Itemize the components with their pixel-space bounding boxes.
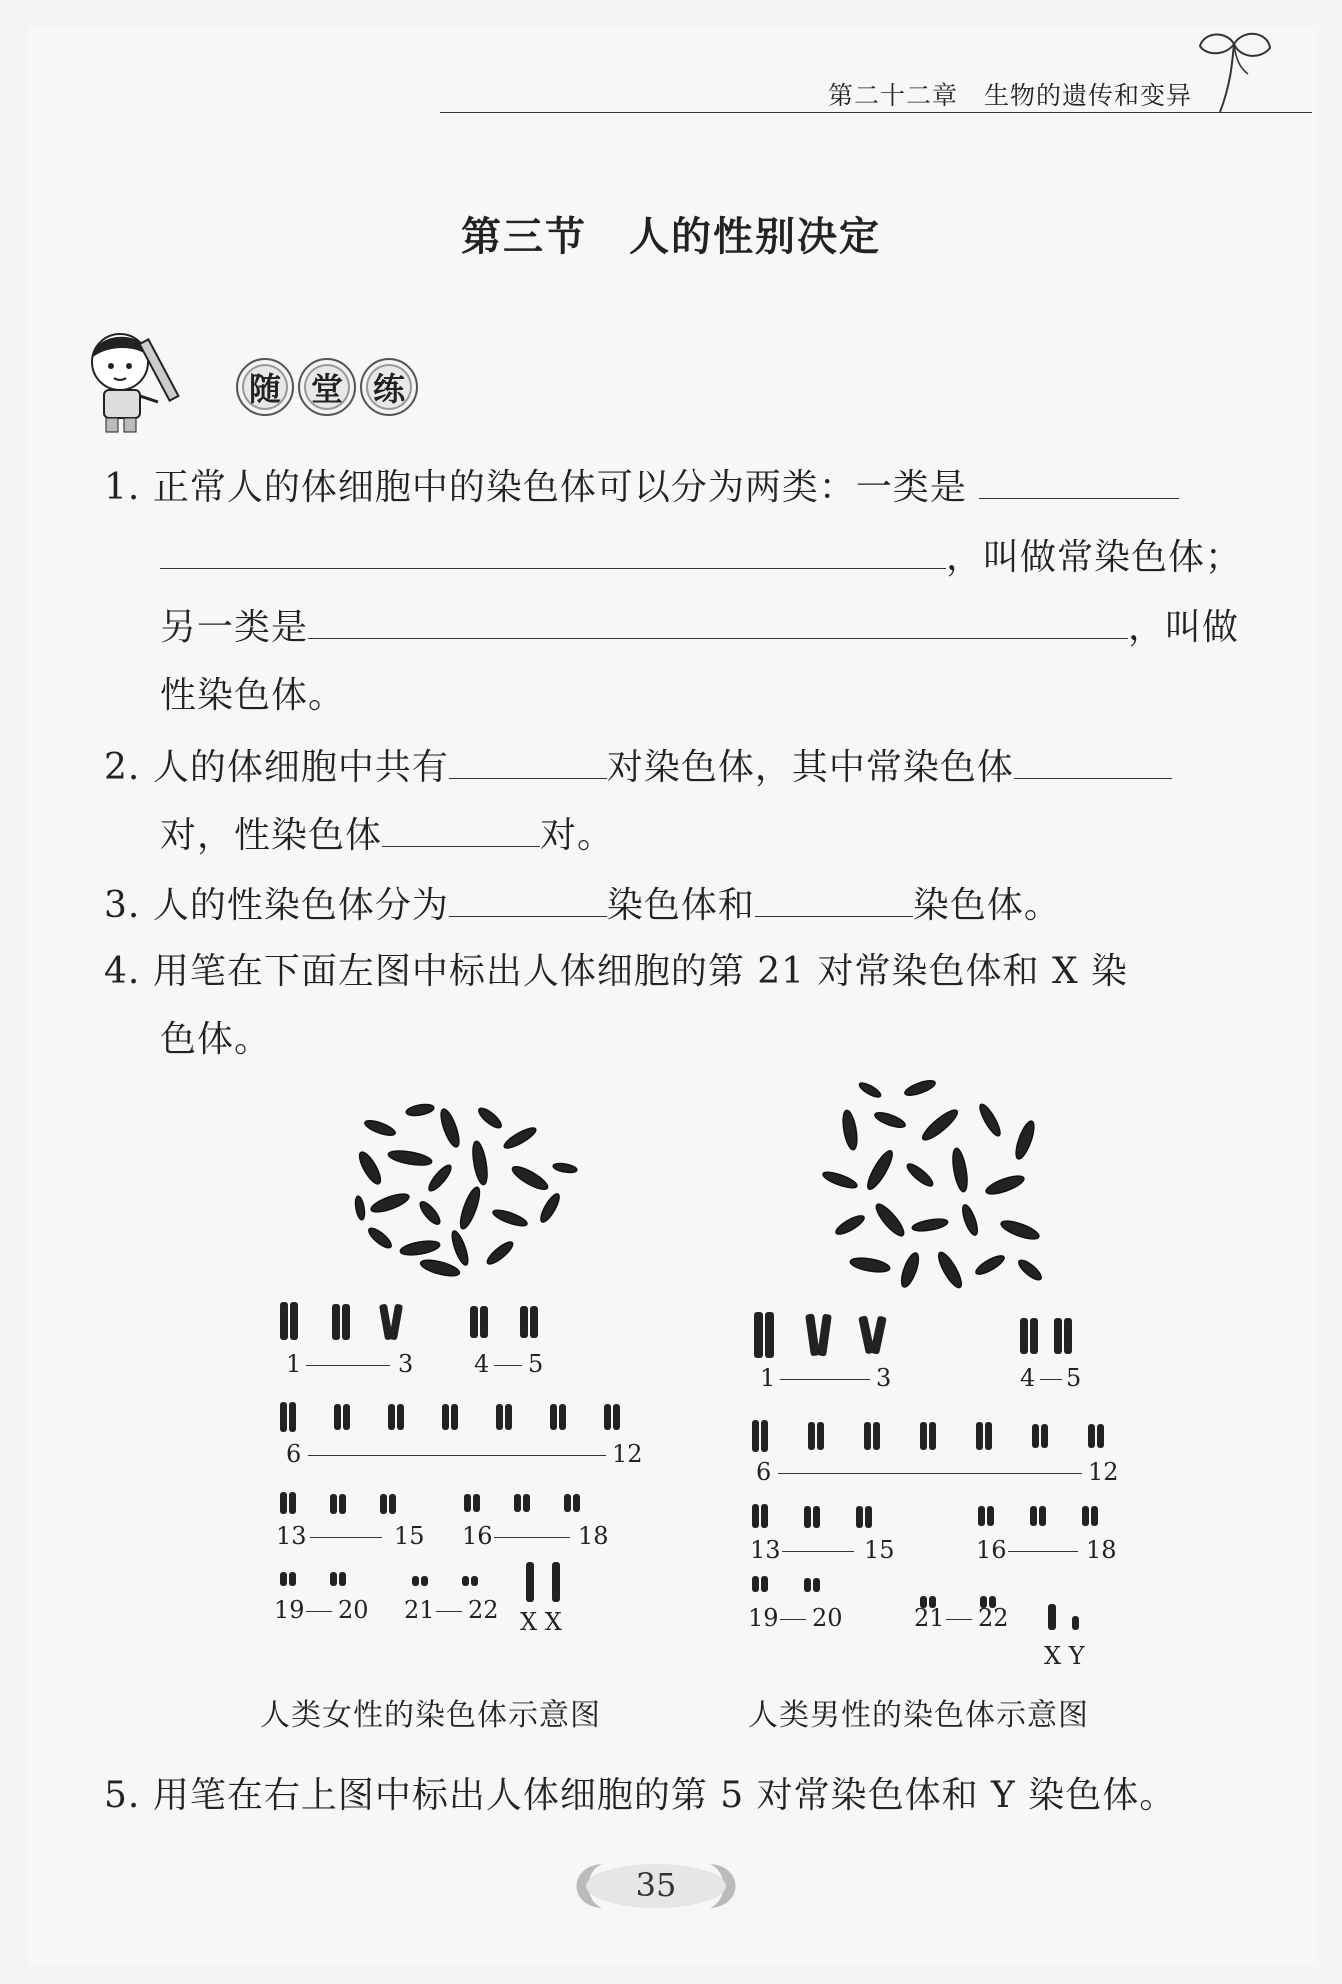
chromosome-number-label: 21 [914,1604,945,1632]
chromosome-number-label: 1 [286,1350,302,1378]
chromosome-number-label: 12 [612,1440,643,1468]
question-3 [104,882,1061,928]
chromosome-number-label: 21 [404,1596,435,1624]
question-number: 1. [104,467,141,508]
chromosome-number-label: 5 [1066,1364,1082,1392]
sex-chromosome-label: X Y [1044,1642,1085,1670]
male-chromosome-row-2-image[interactable] [748,1418,1118,1454]
page-number: 35 [635,1866,677,1904]
question-text: 对染色体，其中常染色体 [606,747,1014,788]
chromosome-number-label: 18 [1086,1536,1117,1564]
answer-blank[interactable] [449,744,607,779]
question-text: ，叫做常染色体； [946,537,1243,578]
practice-badge: 练 [360,358,418,416]
sex-chromosome-label: X X [520,1608,562,1636]
chromosome-number-label: 13 [276,1522,307,1550]
section-title: 第三节 人的性别决定 [461,214,881,260]
number-range-rule [310,1537,382,1538]
chromosome-number-label: 1 [760,1364,776,1392]
question-5 [104,1774,1176,1818]
question-1-line-3 [160,604,1239,650]
number-range-rule [780,1379,870,1380]
chromosome-number-label: 6 [286,1440,302,1468]
question-text: 染色体。 [912,885,1061,926]
chromosome-number-label: 19 [274,1596,305,1624]
number-range-rule [306,1611,332,1612]
question-text: 人的性染色体分为 [152,885,449,926]
question-number: 5. [104,1775,141,1816]
number-range-rule [780,1619,806,1620]
female-metaphase-spread-image[interactable] [330,1088,590,1288]
female-chromosome-row-1-image[interactable] [276,1300,556,1344]
chromosome-number-label: 15 [864,1536,895,1564]
answer-blank[interactable] [160,534,946,569]
number-range-rule [494,1537,570,1538]
question-4-line-1 [104,950,1128,994]
number-range-rule [946,1619,972,1620]
practice-badge: 堂 [298,358,356,416]
student-mascot-icon [78,320,218,440]
chromosome-number-label: 4 [1020,1364,1036,1392]
question-1-line-2 [160,534,1242,580]
female-figure-caption: 人类女性的染色体示意图 [260,1698,601,1733]
question-2-line-2 [160,812,614,858]
number-range-rule [778,1473,1082,1474]
answer-blank[interactable] [1014,744,1172,779]
question-1-line-4: 性染色体。 [160,675,346,716]
answer-blank[interactable] [449,882,607,917]
chromosome-number-label: 3 [398,1350,414,1378]
chromosome-number-label: 22 [978,1604,1009,1632]
question-number: 3. [104,885,141,926]
chromosome-number-label: 19 [748,1604,779,1632]
answer-blank[interactable] [382,812,540,847]
chromosome-number-label: 13 [750,1536,781,1564]
number-range-rule [306,1365,390,1366]
male-chromosome-row-1-image[interactable] [750,1310,1090,1362]
practice-badge: 随 [236,358,294,416]
answer-blank[interactable] [979,464,1179,499]
question-number: 4. [104,951,141,992]
question-text: ，叫做 [1128,607,1240,648]
question-text: 另一类是 [160,607,309,648]
chromosome-number-label: 3 [876,1364,892,1392]
number-range-rule [308,1455,606,1456]
chromosome-number-label: 6 [756,1458,772,1486]
answer-blank[interactable] [755,882,913,917]
question-text: 正常人的体细胞中的染色体可以分为两类：一类是 [152,467,967,508]
question-number: 2. [104,747,141,788]
answer-blank[interactable] [308,604,1128,639]
question-text: 对。 [540,815,615,856]
chromosome-number-label: 18 [578,1522,609,1550]
chromosome-number-label: 22 [468,1596,499,1624]
number-range-rule [1040,1379,1062,1380]
chapter-title: 第二十二章 生物的遗传和变异 [827,81,1192,110]
question-text: 对，性染色体 [160,815,383,856]
female-chromosome-row-3-image[interactable] [276,1490,596,1518]
header-rule [440,112,1312,113]
number-range-rule [494,1365,522,1366]
question-text: 人的体细胞中共有 [152,747,449,788]
chromosome-number-label: 12 [1088,1458,1119,1486]
chapter-header [440,74,1312,114]
male-chromosome-row-3-image[interactable] [748,1502,1118,1532]
chromosome-number-label: 20 [812,1604,843,1632]
question-1-line-1 [104,464,1179,510]
page-number-badge [562,1856,750,1916]
practice-badges [236,358,418,416]
number-range-rule [782,1551,854,1552]
number-range-rule [1008,1551,1078,1552]
question-4-line-2: 色体。 [160,1019,272,1060]
chromosome-number-label: 15 [394,1522,425,1550]
chromosome-number-label: 5 [528,1350,544,1378]
question-text: 用笔在下面左图中标出人体细胞的第 21 对常染色体和 X 染 [152,951,1129,992]
chromosome-number-label: 20 [338,1596,369,1624]
male-figure-caption: 人类男性的染色体示意图 [748,1698,1089,1733]
chromosome-number-label: 16 [462,1522,493,1550]
male-metaphase-spread-image[interactable] [810,1070,1060,1300]
page-background [28,26,1318,1966]
number-range-rule [436,1611,462,1612]
chromosome-number-label: 16 [976,1536,1007,1564]
question-2-line-1 [104,744,1172,790]
question-text: 用笔在右上图中标出人体细胞的第 5 对常染色体和 Y 染色体。 [152,1775,1177,1816]
leaf-icon [1190,26,1280,116]
chromosome-number-label: 4 [474,1350,490,1378]
female-chromosome-row-2-image[interactable] [276,1400,636,1436]
question-text: 染色体和 [606,885,755,926]
